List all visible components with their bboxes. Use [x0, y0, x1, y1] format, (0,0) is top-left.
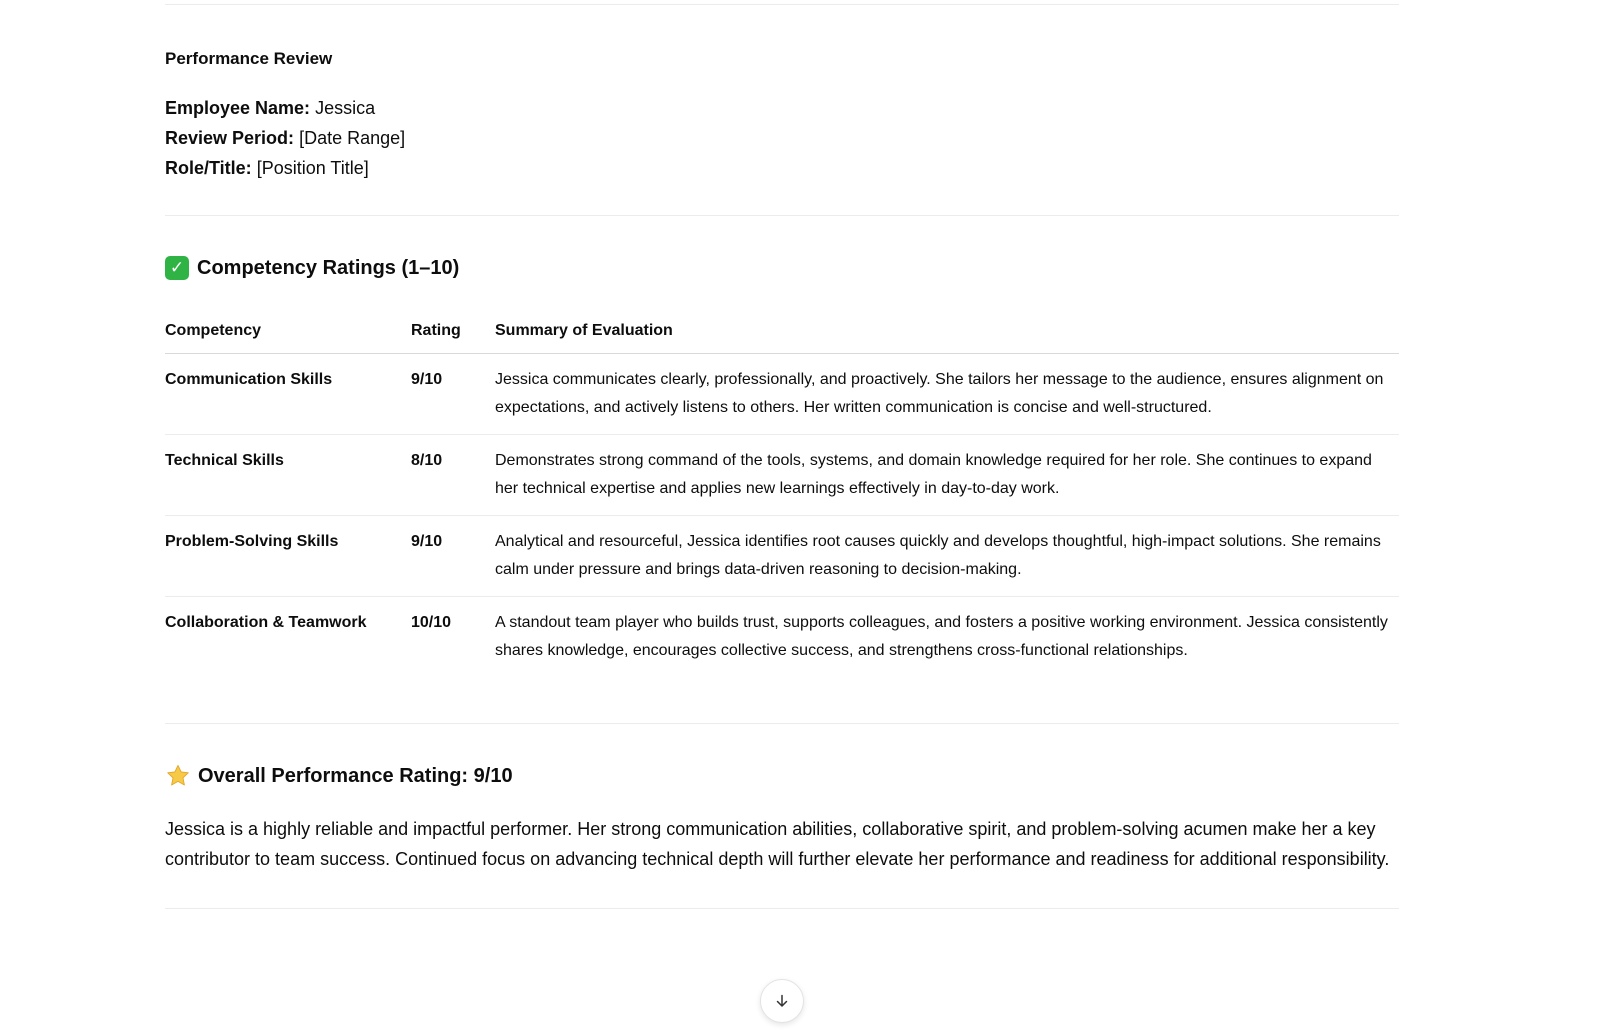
- rating-cell: 10/10: [411, 614, 452, 631]
- overall-heading-text: Overall Performance Rating: 9/10: [198, 765, 513, 787]
- star-icon: [165, 763, 191, 789]
- meta-value: [Date Range]: [299, 128, 406, 148]
- summary-cell: Analytical and resourceful, Jessica identifies root causes quickly and develops thoughtful, high-impact solutions. She remains calm under pressure and brings data-driven reasoning to decision-making.: [495, 516, 1399, 597]
- table-header-row: [165, 312, 1399, 354]
- arrow-down-icon: [774, 993, 790, 1009]
- table-row: [165, 435, 1399, 516]
- meta-label: Role/Title:: [165, 158, 252, 178]
- rating-cell: 9/10: [411, 354, 495, 435]
- document-title: Performance Review: [165, 49, 333, 68]
- competency-heading-text: Competency Ratings (1–10): [197, 257, 460, 279]
- overall-summary: Jessica is a highly reliable and impactful performer. Her strong communication abilities, collaborative spirit, and problem-solving acumen make her a key contributor to team success. Continued focus on advancing technical depth will further elevate her performance and readiness for additional responsibility.: [165, 819, 1390, 869]
- table-row: [165, 516, 1399, 597]
- meta-label: Review Period:: [165, 128, 295, 148]
- summary-cell: A standout team player who builds trust, supports colleagues, and fosters a positive working environment. Jessica consistently shares knowledge, encourages collective success, and strengthens cross-functional relationships.: [495, 614, 1388, 659]
- table-row: [165, 597, 1399, 678]
- meta-role-title: [165, 153, 1399, 183]
- header-competency: Competency: [165, 312, 411, 354]
- meta-review-period: [165, 123, 1399, 153]
- rating-cell: 8/10: [411, 435, 495, 516]
- message-content: [165, 0, 1399, 909]
- meta-value: [Position Title]: [256, 158, 369, 178]
- table-row: [165, 354, 1399, 435]
- review-meta: [165, 93, 1399, 183]
- competency-cell: Problem-Solving Skills: [165, 516, 411, 597]
- meta-employee-name: [165, 93, 1399, 123]
- summary-cell: Demonstrates strong command of the tools, systems, and domain knowledge required for her role. She continues to expand her technical expertise and applies new learnings effectively in day-to-day work.: [495, 435, 1399, 516]
- scroll-to-bottom-button[interactable]: [760, 979, 804, 1023]
- divider: [165, 723, 1399, 724]
- competency-cell: Communication Skills: [165, 354, 411, 435]
- meta-label: Employee Name:: [165, 98, 311, 118]
- competency-table: [165, 312, 1399, 677]
- check-mark-button-icon: ✓: [165, 256, 189, 280]
- rating-cell: 9/10: [411, 516, 495, 597]
- meta-value: Jessica: [315, 98, 376, 118]
- header-summary: Summary of Evaluation: [495, 312, 1399, 354]
- summary-cell: Jessica communicates clearly, professionally, and proactively. She tailors her message to the audience, ensures alignment on expectations, and actively listens to others. Her written communication is concise and well-structured.: [495, 354, 1399, 435]
- header-rating: Rating: [411, 312, 495, 354]
- competency-heading: [165, 254, 1399, 282]
- divider: [165, 215, 1399, 216]
- competency-cell: Technical Skills: [165, 435, 411, 516]
- divider: [165, 908, 1399, 909]
- divider: [165, 4, 1399, 5]
- overall-heading: [165, 762, 1399, 790]
- competency-cell: Collaboration & Teamwork: [165, 614, 367, 631]
